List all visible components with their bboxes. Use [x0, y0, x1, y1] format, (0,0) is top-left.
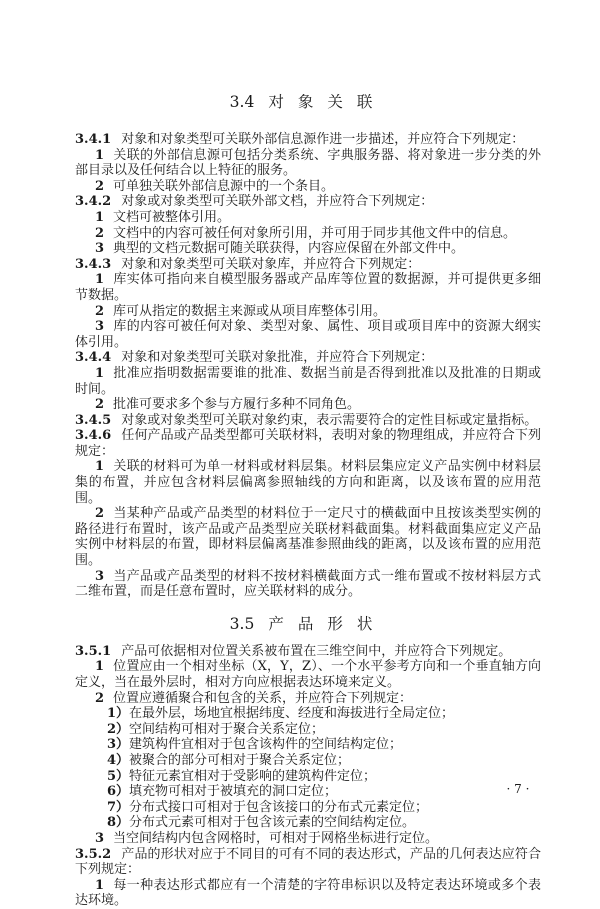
item-text: 当产品或产品类型的材料不按材料横截面方式一维布置或不按材料层方式二维布置，而是任意布置时，应关联材料的成分。: [75, 568, 541, 600]
section-title: 产品形状: [268, 614, 387, 633]
item-number: 5）: [107, 768, 130, 784]
item-text: 空间结构可相对于聚合关系定位；: [129, 721, 325, 737]
item-number: 1）: [107, 706, 130, 722]
list-item: [75, 319, 541, 350]
clause-paragraph: [75, 194, 541, 210]
item-text: 文档中的内容可被任何对象所引用，并可用于同步其他文件中的信息。: [113, 225, 517, 241]
item-number: 3.4.3: [75, 256, 112, 272]
list-item: [75, 691, 541, 707]
item-number: 1: [95, 209, 105, 225]
item-number: 3.5.1: [75, 643, 112, 659]
item-text: 在最外层，场地宜根据纬度、经度和海拔进行全局定位；: [129, 706, 455, 722]
item-text: 库实体可指向来自模型服务器或产品库等位置的数据源，并可提供更多细节数据。: [75, 272, 541, 303]
item-text: 被聚合的部分可相对于聚合关系定位；: [129, 752, 351, 768]
item-number: 1: [95, 459, 105, 475]
item-text: 任何产品或产品类型都可关联材料，表明对象的物理组成，并应符合下列规定：: [75, 428, 541, 459]
sub-list-item: [75, 706, 541, 722]
item-text: 对象和对象类型可关联对象批准，并应符合下列规定：: [121, 350, 434, 366]
item-text: 每一种表达形式都应有一个清楚的字符串标识以及特定表达环境或多个表达环境。: [75, 877, 541, 909]
item-text: 文档可被整体引用。: [113, 209, 231, 225]
list-item: [75, 659, 541, 690]
item-number: 2: [95, 303, 105, 319]
item-text: 可单独关联外部信息源中的一个条目。: [113, 178, 335, 194]
list-item: [75, 366, 541, 397]
clause-paragraph: [75, 428, 541, 459]
item-number: 2: [95, 690, 105, 706]
item-text: 特征元素宜相对于受影响的建筑构件定位；: [129, 768, 377, 784]
item-text: 位置应遵循聚合和包含的关系，并应符合下列规定：: [113, 690, 413, 706]
list-item: [75, 304, 541, 320]
item-text: 分布式接口可相对于包含该接口的分布式元素定位；: [129, 799, 429, 815]
item-text: 填充物可相对于被填充的洞口定位；: [129, 784, 338, 800]
item-text: 对象或对象类型可关联对象约束，表示需要符合的定性目标或定量指标。: [121, 412, 538, 428]
item-number: 3: [95, 319, 105, 335]
list-item: [75, 397, 541, 413]
item-text: 典型的文档元数据可随关联获得，内容应保留在外部文件中。: [113, 241, 465, 257]
list-item: [75, 459, 541, 506]
list-item: [75, 226, 541, 242]
clause-paragraph: [75, 257, 541, 273]
section-heading: [75, 92, 541, 112]
item-number: 2: [95, 397, 105, 413]
page-number: · 7 ·: [506, 782, 530, 796]
item-text: 当空间结构内包含网格时，可相对于网格坐标进行定位。: [113, 830, 439, 846]
item-number: 1: [95, 272, 105, 288]
sub-list-item: [75, 800, 541, 816]
item-number: 2: [95, 506, 105, 522]
item-number: 7）: [107, 799, 130, 815]
clause-paragraph: [75, 413, 541, 429]
list-item: [75, 148, 541, 179]
clause-paragraph: [75, 350, 541, 366]
item-number: 3.4.5: [75, 412, 112, 428]
list-item: [75, 506, 541, 568]
sub-list-item: [75, 815, 541, 831]
clause-paragraph: [75, 847, 541, 878]
item-text: 批准应指明数据需要谁的批准、数据当前是否得到批准以及批准的日期或时间。: [75, 365, 541, 397]
item-number: 1: [95, 365, 105, 381]
list-item: [75, 569, 541, 600]
item-text: 产品可依据相对位置关系被布置在三维空间中，并应符合下列规定。: [121, 643, 512, 659]
list-item: [75, 878, 541, 909]
item-text: 分布式元素可相对于包含该元素的空间结构定位。: [129, 815, 416, 831]
sub-list-item: [75, 784, 541, 800]
item-text: 产品的形状对应于不同目的可有不同的表达形式，产品的几何表达应符合下列规定：: [75, 846, 541, 878]
item-number: 6）: [107, 784, 130, 800]
item-number: 3.4.6: [75, 428, 112, 444]
document-page: [75, 92, 541, 909]
item-text: 关联的材料可为单一材料或材料层集。材料层集应定义产品实例中材料层集的布置，并应包含材料层偏离参照轴线的方向和距离，以及该布置的应用范围。: [75, 459, 541, 506]
item-text: 批准可要求多个参与方履行多种不同角色。: [113, 397, 361, 413]
item-number: 3.4.2: [75, 194, 112, 210]
item-text: 对象和对象类型可关联对象库，并应符合下列规定：: [121, 256, 421, 272]
item-number: 1: [95, 147, 105, 163]
sub-list-item: [75, 737, 541, 753]
list-item: [75, 179, 541, 195]
item-text: 库可从指定的数据主来源或从项目库整体引用。: [113, 303, 387, 319]
item-number: 3: [95, 830, 105, 846]
item-text: 建筑构件宜相对于包含该构件的空间结构定位；: [129, 737, 403, 753]
item-number: 2: [95, 178, 105, 194]
item-text: 关联的外部信息源可包括分类系统、字典服务器、将对象进一步分类的外部目录以及任何结合以上特征的服务。: [75, 147, 541, 179]
sub-list-item: [75, 769, 541, 785]
item-number: 1: [95, 659, 105, 675]
item-text: 当某种产品或产品类型的材料位于一定尺寸的横截面中且按该类型实例的路径进行布置时，该产品或产品类型应关联材料截面集。材料截面集应定义产品实例中材料层的布置，即材料层偏离基准参照曲线的距离，以及该布置的应用范围。: [75, 506, 541, 569]
sub-list-item: [75, 722, 541, 738]
item-number: 3: [95, 241, 105, 257]
clause-paragraph: [75, 644, 541, 660]
item-number: 4）: [107, 752, 130, 768]
item-text: 位置应由一个相对坐标（X，Y，Z）、一个水平参考方向和一个垂直轴方向定义，当在最外层时，相对方向应根据表达环境来定义。: [75, 659, 541, 690]
item-number: 3.4.4: [75, 350, 112, 366]
item-number: 3）: [107, 737, 130, 753]
item-number: 2）: [107, 721, 130, 737]
section-title: 对象关联: [268, 93, 387, 111]
list-item: [75, 272, 541, 303]
list-item: [75, 210, 541, 226]
list-item: [75, 831, 541, 847]
sub-list-item: [75, 753, 541, 769]
section-heading: [75, 614, 541, 634]
item-text: 库的内容可被任何对象、类型对象、属性、项目或项目库中的资源大纲实体引用。: [75, 319, 541, 350]
item-text: 对象或对象类型可关联外部文档，并应符合下列规定：: [121, 194, 434, 210]
clause-paragraph: [75, 132, 541, 148]
section-number: 3.5: [229, 614, 255, 633]
item-number: 2: [95, 225, 105, 241]
item-number: 3.5.2: [75, 846, 112, 862]
item-number: 3: [95, 568, 105, 584]
item-text: 对象和对象类型可关联外部信息源作进一步描述，并应符合下列规定：: [121, 132, 525, 147]
item-number: 8）: [107, 815, 130, 831]
list-item: [75, 241, 541, 257]
item-number: 3.4.1: [75, 132, 112, 147]
item-number: 1: [95, 877, 105, 893]
section-number: 3.4: [229, 93, 255, 111]
